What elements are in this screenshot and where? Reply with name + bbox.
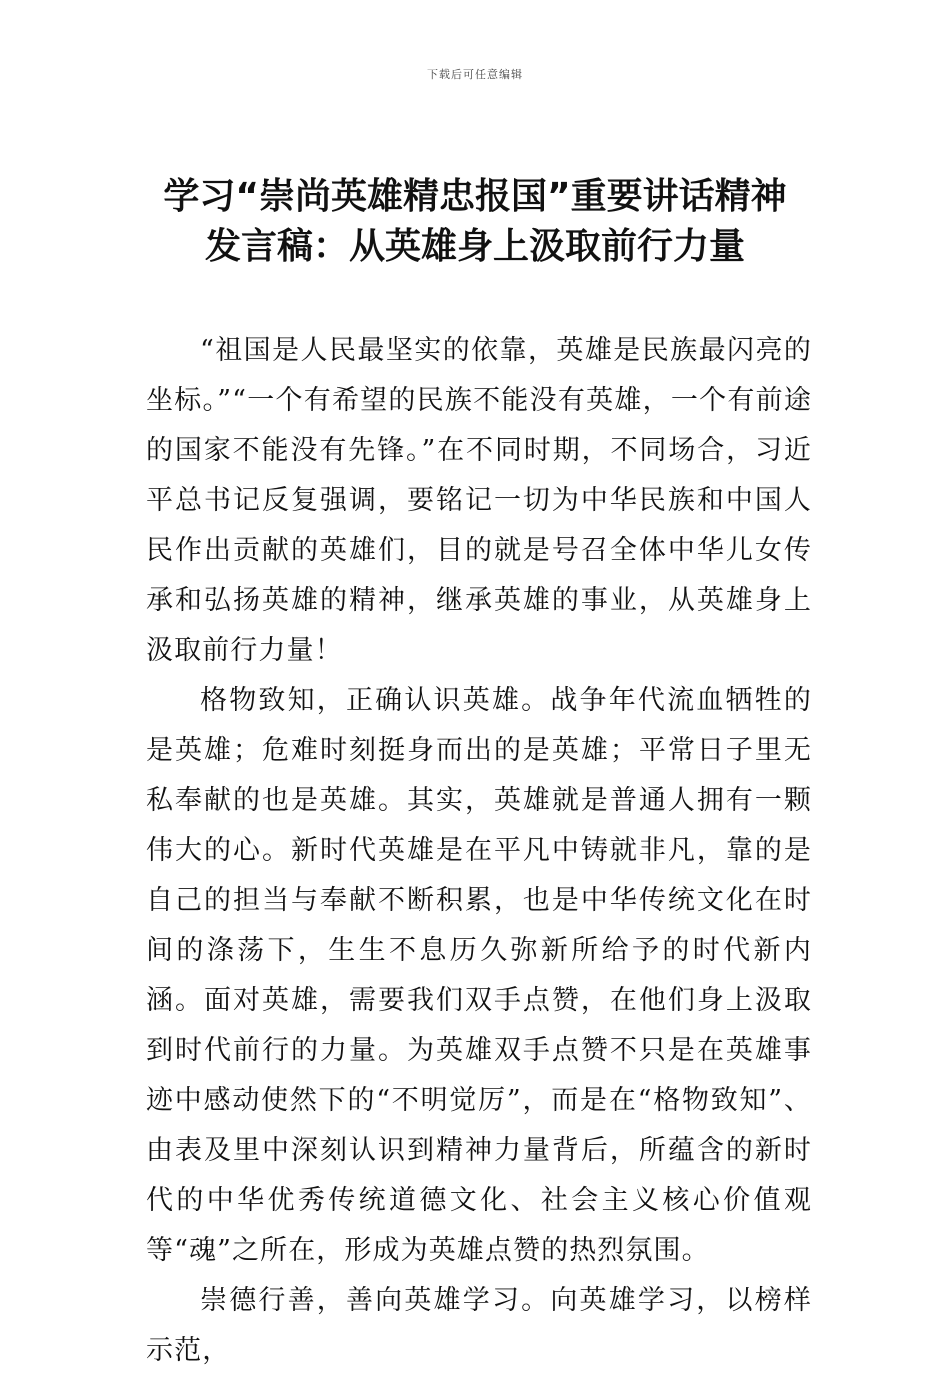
document-body [146, 326, 812, 1376]
paragraph-2: 格物致知，正确认识英雄。战争年代流血牺牲的是英雄；危难时刻挺身而出的是英雄；平常日子里无私奉献的也是英雄。其实，英雄就是普通人拥有一颗伟大的心。新时代英雄是在平凡中铸就非凡，靠的是自己的担当与奉献不断积累，也是中华传统文化在时间的涤荡下，生生不息历久弥新所给予的时代新内涵。面对英雄，需要我们双手点赞，在他们身上汲取到时代前行的力量。为英雄双手点赞不只是在英雄事迹中感动使然下的“不明觉厉”，而是在“格物致知”、由表及里中深刻认识到精神力量背后，所蕴含的新时代的中华优秀传统道德文化、社会主义核心价值观等“魂”之所在，形成为英雄点赞的热烈氛围。 [146, 685, 812, 1266]
paragraph-1: “祖国是人民最坚实的依靠，英雄是民族最闪亮的坐标。”“一个有希望的民族不能没有英雄，一个有前途的国家不能没有先锋。”在不同时期，不同场合，习近平总书记反复强调，要铭记一切为中华民族和中国人民作出贡献的英雄们，目的就是号召全体中华儿女传承和弘扬英雄的精神，继承英雄的事业，从英雄身上汲取前行力量！ [146, 335, 812, 666]
paragraph-3: 崇德行善，善向英雄学习。向英雄学习，以榜样示范， [146, 1285, 812, 1366]
document-title [100, 172, 850, 272]
title-line-1: 学习“崇尚英雄精忠报国”重要讲话精神 [163, 176, 787, 217]
title-line-2: 发言稿：从英雄身上汲取前行力量 [204, 226, 745, 267]
header-note: 下载后可任意编辑 [427, 68, 523, 81]
